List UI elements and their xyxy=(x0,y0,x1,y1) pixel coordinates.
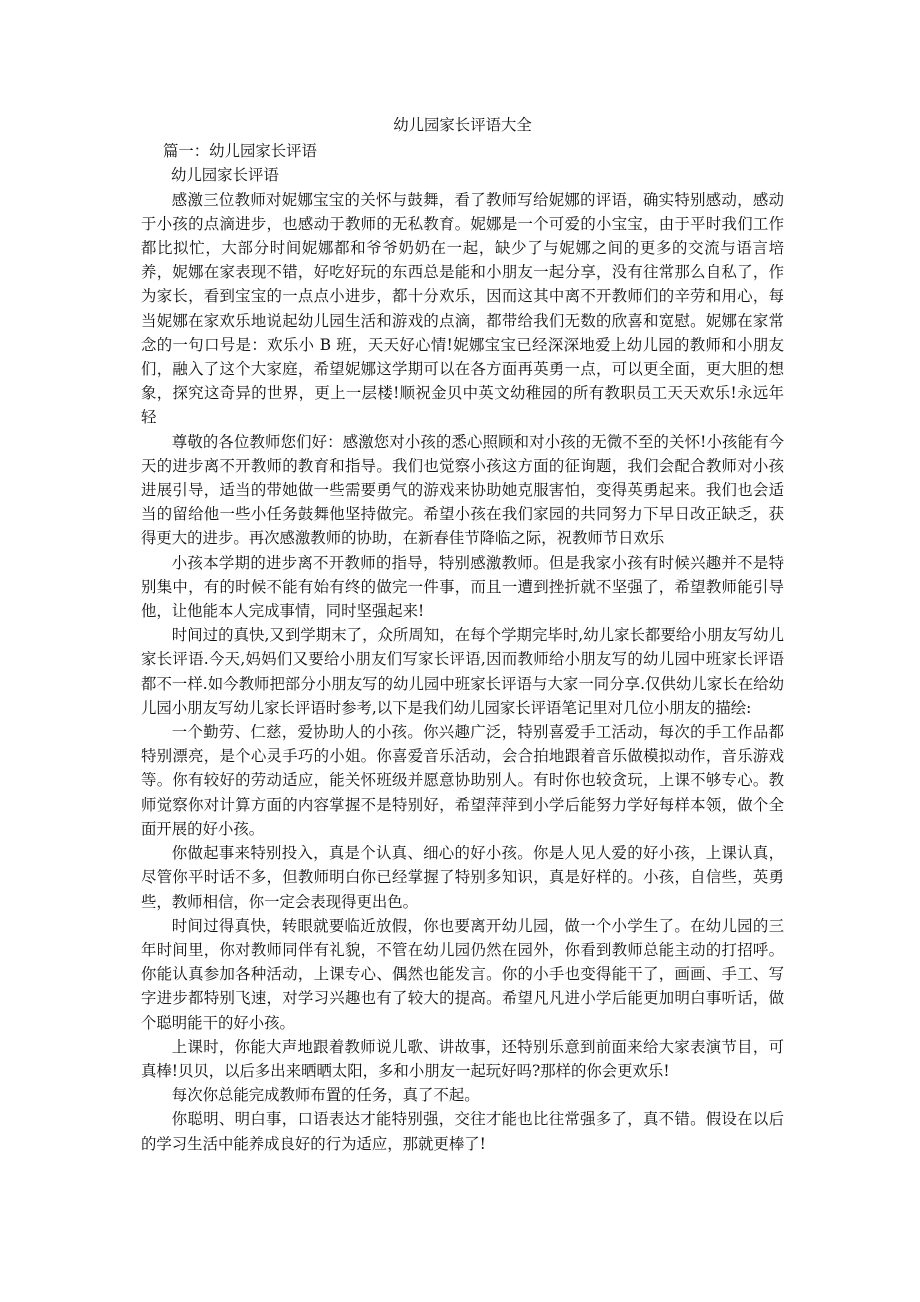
paragraph: 感激三位教师对妮娜宝宝的关怀与鼓舞，看了教师写给妮娜的评语，确实特别感动，感动于小孩的点滴进步，也感动于教师的无私教育。妮娜是一个可爱的小宝宝，由于平时我们工作都比拟忙，大部分时间妮娜都和爷爷奶奶在一起，缺少了与妮娜之间的更多的交流与语言培养，妮娜在家表现不错，好吃好玩的东西总是能和小朋友一起分享，没有往常那么自私了，作为家长，看到宝宝的一点点小进步，都十分欢乐，因而这其中离不开教师们的辛劳和用心，每当妮娜在家欢乐地说起幼儿园生活和游戏的点滴，都带给我们无数的欣喜和宽慰。妮娜在家常念的一句口号是：欢乐小 B 班，天天好心情!妮娜宝宝已经深深地爱上幼儿园的教师和小朋友们，融入了这个大家庭，希望妮娜这学期可以在各方面再英勇一点，可以更全面，更大胆的想象，探究这奇异的世界，更上一层楼!顺祝金贝中英文幼稚园的所有教职员工天天欢乐!永远年轻 xyxy=(141,190,784,427)
paragraph: 时间过得真快，转眼就要临近放假，你也要离开幼儿园，做一个小学生了。在幼儿园的三年时间里，你对教师同伴有礼貌，不管在幼儿园仍然在园外，你看到教师总能主动的打招呼。你能认真参加各种活动，上课专心、偶然也能发言。你的小手也变得能干了，画画、手工、写字进步都特别飞速，对学习兴趣也有了较大的提高。希望凡凡进小学后能更加明白事听话，做个聪明能干的好小孩。 xyxy=(141,916,784,1032)
document-page xyxy=(141,113,784,1156)
paragraph: 一个勤劳、仁慈，爱协助人的小孩。你兴趣广泛，特别喜爱手工活动，每次的手工作品都特别漂亮，是个心灵手巧的小姐。你喜爱音乐活动，会合拍地跟着音乐做模拟动作，音乐游戏等。你有较好的劳动适应，能关怀班级并愿意协助别人。有时你也较贪玩，上课不够专心。教师觉察你对计算方面的内容掌握不是特别好，希望萍萍到小学后能努力学好每样本领，做个全面开展的好小孩。 xyxy=(141,723,784,838)
section-heading: 篇一：幼儿园家长评语 xyxy=(163,142,317,161)
subheading: 幼儿园家长评语 xyxy=(171,166,279,185)
document-title: 幼儿园家长评语大全 xyxy=(393,116,532,134)
paragraph: 你做起事来特别投入，真是个认真、细心的好小孩。你是人见人爱的好小孩，上课认真，尽管你平时话不多，但教师明白你已经掌握了特别多知识，真是好样的。小孩，自信些，英勇些，教师相信，你一定会表现得更出色。 xyxy=(141,844,784,911)
paragraph: 上课时，你能大声地跟着教师说儿歌、讲故事，还特别乐意到前面来给大家表演节目，可真棒!贝贝，以后多出来晒晒太阳，多和小朋友一起玩好吗?那样的你会更欢乐! xyxy=(141,1037,784,1080)
paragraph: 每次你总能完成教师布置的任务，真了不起。 xyxy=(171,1086,480,1105)
paragraph: 小孩本学期的进步离不开教师的指导，特别感激教师。但是我家小孩有时候兴趣并不是特别集中，有的时候不能有始有终的做完一件事，而且一遭到挫折就不坚强了，希望教师能引导他，让他能本人完成事情，同时坚强起来! xyxy=(141,553,784,621)
paragraph: 尊敬的各位教师您们好：感激您对小孩的悉心照顾和对小孩的无微不至的关怀!小孩能有今天的进步离不开教师的教育和指导。我们也觉察小孩这方面的征询题，我们会配合教师对小孩进展引导，适当的带她做一些需要勇气的游戏来协助她克服害怕，变得英勇起来。我们也会适当的留给他一些小任务鼓舞他坚持做完。希望小孩在我们家园的共同努力下早日改正缺乏，获得更大的进步。再次感激教师的协助，在新春佳节降临之际，祝教师节日欢乐 xyxy=(141,432,784,548)
paragraph: 你聪明、明白事，口语表达才能特别强，交往才能也比往常强多了，真不错。假设在以后的学习生活中能养成良好的行为适应，那就更棒了! xyxy=(141,1110,784,1153)
paragraph: 时间过的真快,又到学期末了，众所周知，在每个学期完毕时,幼儿家长都要给小朋友写幼儿家长评语.今天,妈妈们又要给小朋友们写家长评语,因而教师给小朋友写的幼儿园中班家长评语都不一样.如今教师把部分小朋友写的幼儿园中班家长评语与大家一同分享.仅供幼儿家长在给幼儿园小朋友写幼儿家长评语时参考,以下是我们幼儿园家长评语笔记里对几位小朋友的描绘: xyxy=(141,626,784,717)
